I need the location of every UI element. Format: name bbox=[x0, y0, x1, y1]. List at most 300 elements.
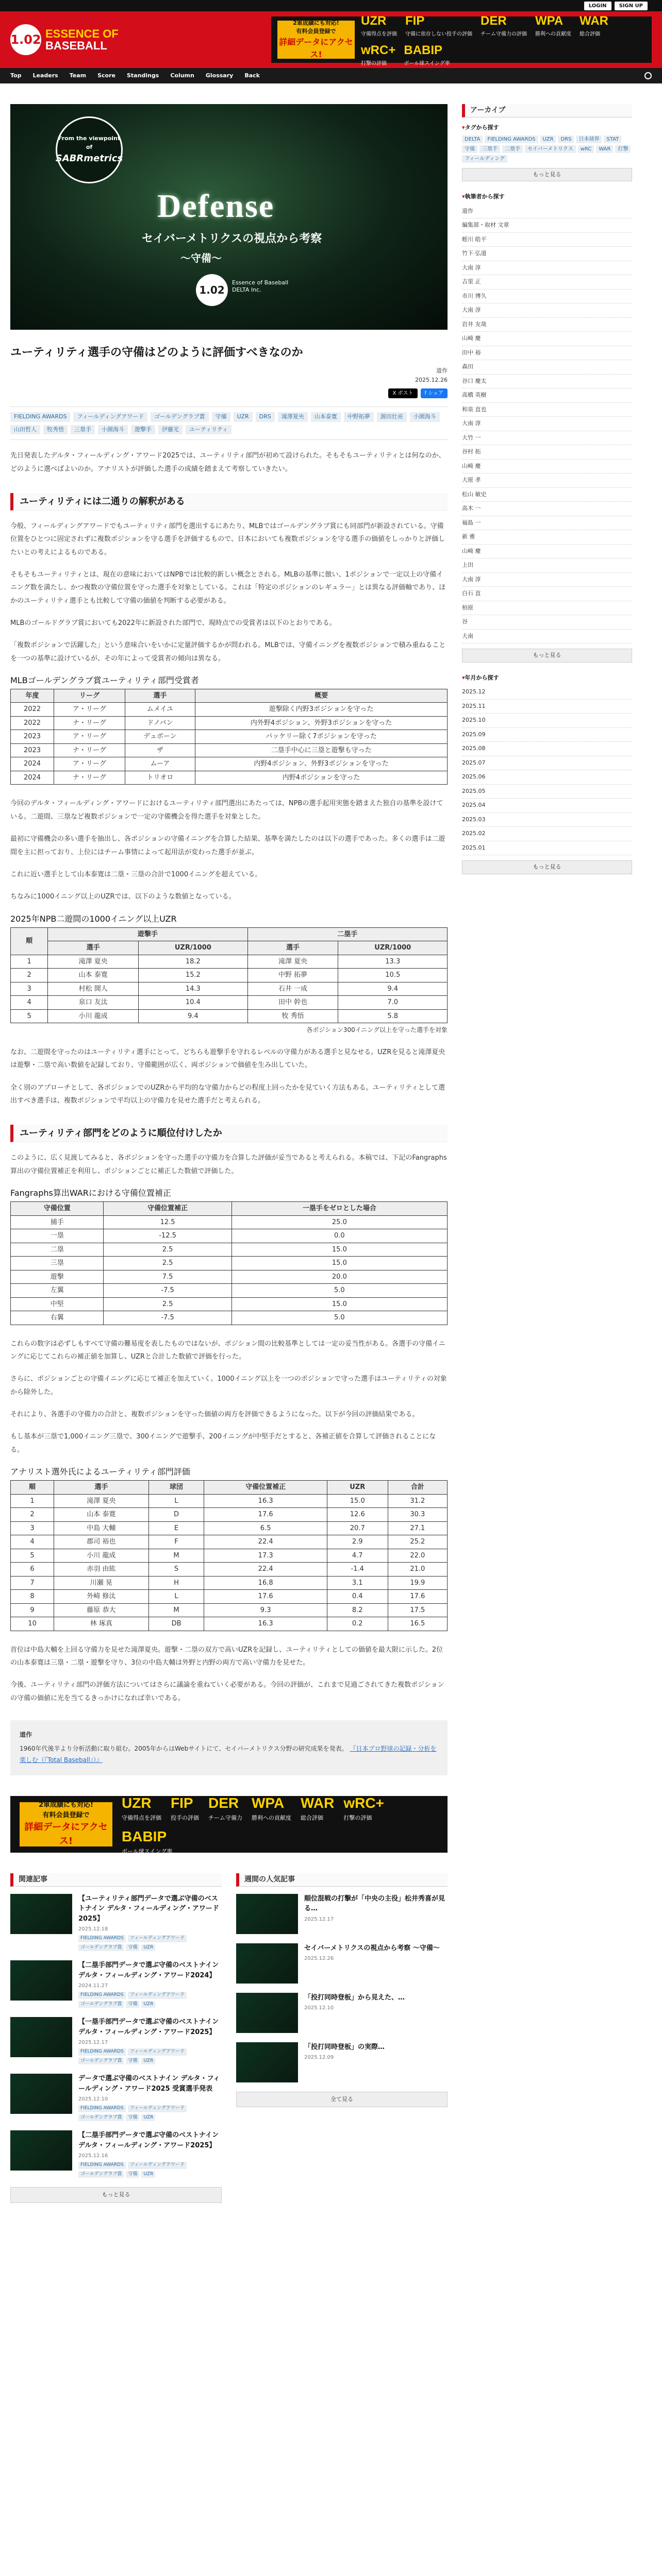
banner-cta: 詳細データにアクセス! bbox=[279, 37, 353, 59]
table-row bbox=[11, 1284, 448, 1298]
x-post-button[interactable]: X ポスト bbox=[388, 388, 417, 398]
table-cell: 林 琢真 bbox=[54, 1617, 148, 1631]
column-header: 守備位置補正 bbox=[104, 1202, 231, 1216]
table-cell: 22.4 bbox=[204, 1535, 327, 1549]
sidebar-tag[interactable]: WAR bbox=[596, 145, 613, 153]
nav-back[interactable]: Back bbox=[244, 72, 260, 79]
author-link[interactable]: 市川 博久 bbox=[462, 290, 632, 304]
nav-column[interactable]: Column bbox=[170, 72, 194, 79]
author-link[interactable]: 白石 直 bbox=[462, 587, 632, 601]
related-item[interactable] bbox=[236, 2042, 448, 2082]
author-link[interactable]: 道作 bbox=[462, 205, 632, 219]
table-cell: 9.4 bbox=[139, 1009, 247, 1023]
profile-link[interactable]: 『日本プロ野球の記録・分析を楽しむ（『Total Baseball』）』 bbox=[20, 1745, 437, 1764]
related-title[interactable]: 【一塁手部門データで選ぶ守備のベストナイン デルタ・フィールディング・アワード2025】 bbox=[78, 2018, 219, 2036]
publish-date: 2025.12.26 bbox=[415, 376, 448, 383]
table-title: アナリスト選外氏によるユーティリティ部門評価 bbox=[10, 1467, 190, 1477]
table-cell: 19.9 bbox=[388, 1576, 447, 1590]
nav-glossary[interactable]: Glossary bbox=[205, 72, 234, 79]
table-cell: 2.9 bbox=[327, 1535, 388, 1549]
table-cell: ア・リーグ bbox=[54, 703, 125, 717]
sidebar-tag[interactable]: 二塁手 bbox=[502, 145, 523, 153]
nav-leaders[interactable]: Leaders bbox=[32, 72, 58, 79]
column-header: 遊撃手 bbox=[48, 927, 247, 941]
author-link[interactable]: 松山 敏史 bbox=[462, 488, 632, 502]
sidebar-tag[interactable]: 打撃 bbox=[615, 145, 631, 153]
related-section bbox=[10, 1873, 448, 2216]
article-thumbnail bbox=[10, 2017, 72, 2057]
sidebar-tag[interactable]: UZR bbox=[540, 135, 556, 143]
tags-more-button[interactable]: もっと見る bbox=[462, 168, 632, 182]
table-cell: パッケリー除く7ポジションを守った bbox=[195, 730, 448, 744]
table-cell: 8 bbox=[11, 1590, 54, 1604]
table-cell: 9.4 bbox=[338, 982, 448, 996]
author-link[interactable]: 大南 淳 bbox=[462, 417, 632, 431]
sidebar-tag[interactable]: DELTA bbox=[462, 135, 483, 143]
tag-chip[interactable]: DRS bbox=[256, 412, 275, 422]
column-header: UZR bbox=[327, 1481, 388, 1495]
related-title[interactable]: 「投打同時登板」の実際… bbox=[304, 2043, 385, 2051]
year-search-heading: ▾ 年月から探す bbox=[462, 674, 632, 683]
related-item[interactable] bbox=[10, 1960, 222, 2008]
table-cell: 15.2 bbox=[139, 969, 247, 982]
author-link[interactable]: 大竹 一 bbox=[462, 431, 632, 446]
column-subheader: UZR/1000 bbox=[139, 941, 247, 955]
year-link[interactable]: 2025.12 bbox=[462, 685, 632, 700]
table-cell: 17.6 bbox=[204, 1508, 327, 1522]
table-title: Fangraphs算出WARにおける守備位置補正 bbox=[10, 1188, 171, 1198]
table-note: 各ポジション300イニング以上を守った選手を対象 bbox=[306, 1026, 448, 1034]
tag-chip[interactable]: 守備 bbox=[126, 1944, 139, 1952]
year-link[interactable]: 2025.05 bbox=[462, 785, 632, 799]
banner-stats bbox=[361, 12, 646, 67]
author-link[interactable]: 蛭川 皓平 bbox=[462, 233, 632, 247]
table-cell: デュボーン bbox=[125, 730, 195, 744]
table-header-row bbox=[11, 689, 448, 703]
author-link[interactable]: 吉里 正 bbox=[462, 275, 632, 290]
paragraph: なお、二遊間を守ったのはユーティリティ選手にとって、どちらも遊撃手を守れるレベルの守備力がある選手と見なせる。UZRを見ると滝澤夏央は遊撃・二塁で高い数値を記録しており、守備範囲が広く、両ポジションで価値を生み出していた。 bbox=[10, 1048, 445, 1070]
table-cell: 15.0 bbox=[231, 1243, 447, 1257]
paragraph: 今般、フィールディングアワードでもユーティリティ部門を選出するにあたり、MLBではゴールデングラブ賞にも同部門が新設されている。守備位置をひとつに固定されずに複数ポジションを守る選手を評価するもので、日本においても複数ポジションを守る選手の価値をしっかりと評価したいとの考えによるものである。 bbox=[10, 522, 445, 556]
tag-chip[interactable]: UZR bbox=[141, 2058, 155, 2065]
login-link[interactable]: LOGIN bbox=[584, 2, 611, 10]
table-row bbox=[11, 1603, 448, 1617]
table-cell: -12.5 bbox=[104, 1229, 231, 1243]
related-date: 2025.12.17 bbox=[304, 1916, 334, 1922]
banner-stat-title: DER bbox=[481, 14, 507, 28]
tag-chip[interactable]: フィールディングアワード bbox=[128, 1935, 187, 1942]
table-cell: 4 bbox=[11, 996, 48, 1010]
table-cell: 2024 bbox=[11, 757, 54, 771]
popular-more-button[interactable]: 全て見る bbox=[236, 2092, 448, 2108]
author-link[interactable]: 大南 淳 bbox=[462, 573, 632, 587]
table-row bbox=[11, 982, 448, 996]
table-cell: 2023 bbox=[11, 730, 54, 744]
tag-chip[interactable]: 遊撃手 bbox=[131, 425, 155, 435]
related-date: 2025.12.17 bbox=[78, 2040, 108, 2046]
table-cell: 15.0 bbox=[231, 1257, 447, 1270]
tag-chip[interactable]: ゴールデングラブ賞 bbox=[78, 2114, 124, 2122]
related-title[interactable]: 「投打同時登板」から見えた、… bbox=[304, 1993, 405, 2002]
paragraph: それにより、各選手の守備力の合計と、複数ポジションを守った価値の両方を評価できるようになった。以下が今回の評価結果である。 bbox=[10, 1410, 419, 1418]
table-title: MLBゴールデングラブ賞ユーティリティ部門受賞者 bbox=[10, 675, 199, 685]
tag-chip[interactable]: 中野拓夢 bbox=[344, 412, 374, 422]
tag-chip[interactable]: フィールディングアワード bbox=[73, 412, 147, 422]
table-cell: 2.5 bbox=[104, 1257, 231, 1270]
banner-stat-title: UZR bbox=[122, 1795, 152, 1811]
column-header: 二塁手 bbox=[247, 927, 447, 941]
tag-chip[interactable]: 小園海斗 bbox=[410, 412, 440, 422]
year-link[interactable]: 2025.08 bbox=[462, 742, 632, 756]
tag-chip[interactable]: 伊藤光 bbox=[158, 425, 183, 435]
tag-chip[interactable]: UZR bbox=[141, 1944, 155, 1952]
tag-chip[interactable]: ユーティリティ bbox=[186, 425, 231, 435]
nav-standings[interactable]: Standings bbox=[126, 72, 159, 79]
tag-chip[interactable]: 源田壮亮 bbox=[377, 412, 407, 422]
table-cell: 7.5 bbox=[104, 1270, 231, 1284]
sidebar-tag[interactable]: 三塁手 bbox=[479, 145, 500, 153]
tag-chip[interactable]: ゴールデングラブ賞 bbox=[151, 412, 208, 422]
table-cell: ナ・リーグ bbox=[54, 743, 125, 757]
tag-chip[interactable]: ゴールデングラブ賞 bbox=[78, 2001, 124, 2008]
author-link[interactable]: 大南 淳 bbox=[462, 261, 632, 276]
related-date: 2025.12.26 bbox=[304, 1956, 334, 1962]
related-articles bbox=[10, 1873, 222, 2216]
header-ad-banner[interactable] bbox=[271, 14, 652, 66]
banner-cta: 詳細データにアクセス! bbox=[24, 1822, 108, 1847]
table-header-row bbox=[11, 1481, 448, 1495]
tag-chip[interactable]: UZR bbox=[141, 2001, 155, 2008]
column-header: 順 bbox=[11, 927, 48, 955]
years-more-button[interactable]: もっと見る bbox=[462, 860, 632, 874]
tag-chip[interactable]: ゴールデングラブ賞 bbox=[78, 2058, 124, 2065]
author-link[interactable]: 谷口 慶太 bbox=[462, 375, 632, 389]
sidebar-tag[interactable]: 守備 bbox=[462, 145, 477, 153]
authors-more-button[interactable]: もっと見る bbox=[462, 649, 632, 663]
sidebar-tag[interactable]: FIELDING AWARDS bbox=[485, 135, 538, 143]
tag-chip[interactable]: 三塁手 bbox=[71, 425, 95, 435]
signup-link[interactable]: SIGN UP bbox=[615, 2, 648, 10]
column-subheader: UZR/1000 bbox=[338, 941, 448, 955]
author-name[interactable]: 道作 bbox=[436, 367, 448, 374]
author-link[interactable]: 竹下 弘道 bbox=[462, 247, 632, 261]
tag-chip[interactable]: 牧秀悟 bbox=[43, 425, 68, 435]
tag-chip[interactable]: FIELDING AWARDS bbox=[78, 2105, 126, 2112]
author-link[interactable]: 編集部・取材 文章 bbox=[462, 218, 632, 233]
tag-chip[interactable]: UZR bbox=[141, 2114, 155, 2122]
column-header: 合計 bbox=[388, 1481, 447, 1495]
table-cell: 20.7 bbox=[327, 1521, 388, 1535]
author-link[interactable]: 新 雅 bbox=[462, 530, 632, 545]
table-cell: 7.0 bbox=[338, 996, 448, 1010]
table-row bbox=[11, 730, 448, 744]
sidebar-tag[interactable]: 日本球界 bbox=[576, 135, 602, 143]
table-cell: 内野4ポジション、外野3ポジションを守った bbox=[195, 757, 448, 771]
column-header: リーグ bbox=[54, 689, 125, 703]
table-cell: 4 bbox=[11, 1535, 54, 1549]
related-more-button[interactable]: もっと見る bbox=[10, 2187, 222, 2203]
article-thumbnail bbox=[236, 1894, 298, 1934]
related-item[interactable] bbox=[236, 1993, 448, 2033]
author-link[interactable]: 高木 一 bbox=[462, 502, 632, 516]
table-row bbox=[11, 1590, 448, 1604]
table-cell: 1 bbox=[11, 955, 48, 969]
table-cell: 5.0 bbox=[231, 1311, 447, 1325]
author-link[interactable]: 高橋 英樹 bbox=[462, 388, 632, 403]
sidebar-tag[interactable]: DRS bbox=[558, 135, 574, 143]
article-thumbnail bbox=[10, 1960, 72, 2001]
table-row bbox=[11, 1270, 448, 1284]
table-cell: 16.5 bbox=[388, 1617, 447, 1631]
table-cell: 田中 幹也 bbox=[247, 996, 338, 1010]
table-cell: 31.2 bbox=[388, 1494, 447, 1508]
table-cell: ムーア bbox=[125, 757, 195, 771]
related-title[interactable]: 順位混戦の打撃が「中央の主役」松井秀喜が見る… bbox=[304, 1894, 445, 1913]
banner-stat-desc: 守備得点を評価 bbox=[361, 31, 397, 37]
table-cell: S bbox=[148, 1563, 204, 1577]
nav-score[interactable]: Score bbox=[97, 72, 115, 79]
table-cell: E bbox=[148, 1521, 204, 1535]
table-cell: 17.3 bbox=[204, 1549, 327, 1563]
table-row bbox=[11, 771, 448, 785]
table-cell: 中野 拓夢 bbox=[247, 969, 338, 982]
tag-chip[interactable]: 守備 bbox=[126, 2114, 139, 2122]
table-row bbox=[11, 1311, 448, 1325]
author-link[interactable]: 岩井 友哉 bbox=[462, 318, 632, 332]
related-date: 2025.12.16 bbox=[78, 2153, 108, 2159]
table-cell: ナ・リーグ bbox=[54, 716, 125, 730]
tag-chip[interactable]: 山田哲人 bbox=[10, 425, 40, 435]
tag-chip[interactable]: FIELDING AWARDS bbox=[78, 2048, 126, 2056]
year-link[interactable]: 2025.01 bbox=[462, 841, 632, 856]
related-item[interactable] bbox=[236, 1894, 448, 1934]
footer-ad-banner[interactable] bbox=[10, 1796, 448, 1853]
table-cell: -7.5 bbox=[104, 1284, 231, 1298]
tag-chip[interactable]: 守備 bbox=[126, 2171, 139, 2178]
author-link[interactable]: 谷 bbox=[462, 615, 632, 630]
sidebar-tag[interactable]: STAT bbox=[604, 135, 621, 143]
banner-stats bbox=[122, 1792, 438, 1856]
hero-title: Defense bbox=[157, 188, 275, 224]
table-cell: 16.8 bbox=[204, 1576, 327, 1590]
hero-subtitle: セイバーメトリクスの視点から考察 bbox=[142, 232, 322, 245]
banner-stat-title: WAR bbox=[580, 14, 608, 28]
logo-line1: ESSENCE OF bbox=[45, 27, 119, 40]
table-cell: 2.5 bbox=[104, 1243, 231, 1257]
table-row bbox=[11, 1617, 448, 1631]
table-cell: 藤原 恭大 bbox=[54, 1603, 148, 1617]
paragraph: これらの数字は必ずしもすべて守備の難易度を表したものではないが、ポジション間の比較基準としては一定の妥当性がある。各選手の守備イニングに応じてこれらの補正値を加算し、UZRと合計した数値で評価を行った。 bbox=[10, 1340, 445, 1361]
tag-chip[interactable]: フィールディングアワード bbox=[128, 2105, 187, 2112]
column-header: 選手 bbox=[125, 689, 195, 703]
tag-chip[interactable]: UZR bbox=[234, 412, 253, 422]
related-title[interactable]: 【二塁手部門データで選ぶ守備のベストナイン デルタ・フィールディング・アワード2024】 bbox=[78, 1961, 219, 1979]
year-link[interactable]: 2025.10 bbox=[462, 714, 632, 728]
popular-articles bbox=[236, 1873, 448, 2216]
table-cell: 5.8 bbox=[338, 1009, 448, 1023]
related-item[interactable] bbox=[10, 1894, 222, 1952]
tag-chip[interactable]: 山本泰寛 bbox=[311, 412, 341, 422]
table-cell: L bbox=[148, 1494, 204, 1508]
article-thumbnail bbox=[10, 2074, 72, 2114]
table-cell: 12.5 bbox=[104, 1215, 231, 1229]
table-cell: 16.3 bbox=[204, 1494, 327, 1508]
sidebar-tag[interactable]: フィールディング bbox=[462, 155, 507, 163]
table-cell: 30.3 bbox=[388, 1508, 447, 1522]
table-cell: M bbox=[148, 1603, 204, 1617]
table-cell: 遊撃 bbox=[11, 1270, 104, 1284]
main-nav bbox=[0, 68, 662, 83]
author-link[interactable]: 山崎 慶 bbox=[462, 332, 632, 346]
facebook-share-button[interactable]: f シェア bbox=[421, 388, 448, 398]
site-logo[interactable] bbox=[10, 24, 119, 55]
related-item[interactable] bbox=[10, 2130, 222, 2178]
tag-chip[interactable]: フィールディングアワード bbox=[128, 2048, 187, 2056]
year-link[interactable]: 2025.09 bbox=[462, 728, 632, 742]
table-cell: 0.2 bbox=[327, 1617, 388, 1631]
banner-line2: 有料会員登録で bbox=[296, 28, 336, 35]
table-row bbox=[11, 996, 448, 1010]
column-header: 守備位置補正 bbox=[204, 1481, 327, 1495]
author-link[interactable]: 森田 bbox=[462, 360, 632, 375]
sidebar-tag[interactable]: wRC bbox=[578, 145, 594, 153]
article-thumbnail bbox=[236, 1943, 298, 1984]
sidebar-tag[interactable]: セイバーメトリクス bbox=[525, 145, 576, 153]
year-link[interactable]: 2025.02 bbox=[462, 827, 632, 841]
table-row bbox=[11, 716, 448, 730]
tag-chip[interactable]: UZR bbox=[141, 2171, 155, 2178]
table-cell: 17.6 bbox=[204, 1590, 327, 1604]
author-link[interactable]: 大南 bbox=[462, 630, 632, 644]
paragraph: 最初に守備機会の多い選手を抽出し、各ポジションの守備イニングを合算した結果、基準を満たしたのは以下の選手であった。多くの選手は二遊間を主に担っており、上位にはチーム事情によって起用法が変わった選手が並ぶ。 bbox=[10, 835, 445, 856]
tag-chip[interactable]: FIELDING AWARDS bbox=[10, 412, 70, 422]
nav-team[interactable]: Team bbox=[69, 72, 87, 79]
table-cell: 25.0 bbox=[231, 1215, 447, 1229]
banner-stat-title: WPA bbox=[252, 1795, 285, 1811]
archive-heading: アーカイブ bbox=[462, 104, 632, 117]
table-row bbox=[11, 1508, 448, 1522]
banner-stat-title: WAR bbox=[301, 1795, 335, 1811]
table-cell: 14.3 bbox=[139, 982, 247, 996]
table-cell: 8.2 bbox=[327, 1603, 388, 1617]
tag-chip[interactable]: 守備 bbox=[126, 2058, 139, 2065]
author-link[interactable]: 田中 裕 bbox=[462, 346, 632, 361]
banner-stat-title: wRC+ bbox=[343, 1795, 384, 1811]
column-header: 年度 bbox=[11, 689, 54, 703]
table-cell: 27.1 bbox=[388, 1521, 447, 1535]
tag-chip[interactable]: ゴールデングラブ賞 bbox=[78, 1944, 124, 1952]
author-link[interactable]: 福島 一 bbox=[462, 516, 632, 531]
nav-top[interactable]: Top bbox=[10, 72, 22, 79]
table-cell: 中島 大輔 bbox=[54, 1521, 148, 1535]
related-heading: 関連記事 bbox=[10, 1873, 222, 1887]
tag-chip[interactable]: フィールディングアワード bbox=[128, 1992, 187, 1999]
banner-stat-title: wRC+ bbox=[361, 43, 396, 57]
table-cell: 17.6 bbox=[388, 1590, 447, 1604]
banner-stat-title: WPA bbox=[535, 14, 564, 28]
author-link[interactable]: 上田 bbox=[462, 558, 632, 573]
table-cell: 22.0 bbox=[388, 1549, 447, 1563]
year-link[interactable]: 2025.03 bbox=[462, 813, 632, 827]
table-cell: 6.5 bbox=[204, 1521, 327, 1535]
table-cell: 16.3 bbox=[204, 1617, 327, 1631]
author-link[interactable]: 谷村 拓 bbox=[462, 445, 632, 460]
column-subheader: 選手 bbox=[48, 941, 139, 955]
search-icon[interactable] bbox=[644, 72, 652, 79]
author-link[interactable]: 柏原 bbox=[462, 601, 632, 616]
banner-stat-desc: 打撃の評価 bbox=[343, 1815, 372, 1822]
banner-stat-desc: 勝利への貢献度 bbox=[535, 31, 571, 37]
profile-text: 1960年代後半より分析活動に取り組む。2005年からはWebサイトにて、セイバーメトリクス分野の研究成果を発表。 bbox=[20, 1745, 348, 1753]
table-cell: 小川 龍成 bbox=[48, 1009, 139, 1023]
paragraph: 首位は中島大輔を上回る守備力を見せた滝澤夏央。遊撃・二塁の双方で高いUZRを記録し、ユーティリティとしての価値を最大限に示した。2位の山本泰寛は三塁・二塁・遊撃を守り、3位の中島大輔は外野と内野の両方で高い守備力を見せた。 bbox=[10, 1646, 443, 1667]
author-link[interactable]: 大南 淳 bbox=[462, 303, 632, 318]
banner-stat-desc: 打撃の評価 bbox=[361, 61, 387, 66]
top-utility-bar bbox=[0, 0, 662, 11]
related-item[interactable] bbox=[236, 1943, 448, 1984]
related-item[interactable] bbox=[10, 2017, 222, 2064]
author-link[interactable]: 山崎 慶 bbox=[462, 545, 632, 559]
column-header: 球団 bbox=[148, 1481, 204, 1495]
table-cell: ムメイユ bbox=[125, 703, 195, 717]
table-title: 2025年NPB二遊間の1000イニング以上UZR bbox=[10, 913, 177, 924]
gold-glove-table bbox=[10, 689, 448, 785]
column-header: 順 bbox=[11, 1481, 54, 1495]
tag-chip[interactable]: フィールディングアワード bbox=[128, 2162, 187, 2169]
column-header: 守備位置 bbox=[11, 1202, 104, 1216]
banner-stat-desc: ボール球スイング率 bbox=[404, 61, 450, 66]
related-title[interactable]: セイバーメトリクスの視点から考察 ～守備～ bbox=[304, 1944, 440, 1952]
tag-chip[interactable]: 滝澤夏央 bbox=[278, 412, 308, 422]
tag-chip[interactable]: 守備 bbox=[126, 2001, 139, 2008]
sidebar-tag-cloud bbox=[462, 135, 632, 163]
banner-stat-desc: 総合評価 bbox=[301, 1815, 323, 1822]
related-title[interactable]: 【ユーティリティ部門データで選ぶ守備のベストナイン デルタ・フィールディング・アワード2025】 bbox=[78, 1894, 219, 1923]
year-link[interactable]: 2025.07 bbox=[462, 756, 632, 771]
table-cell: 5.0 bbox=[231, 1284, 447, 1298]
year-link[interactable]: 2025.11 bbox=[462, 700, 632, 714]
table-row bbox=[11, 703, 448, 717]
tag-chip[interactable]: FIELDING AWARDS bbox=[78, 1992, 126, 1999]
paragraph: さらに、ポジションごとの守備イニングに応じて補正を加えていく。1000イニング以上を一つのポジションで守った選手はユーティリティの対象から除外した。 bbox=[10, 1375, 447, 1396]
table-cell: 滝澤 夏央 bbox=[247, 955, 338, 969]
tag-chip[interactable]: FIELDING AWARDS bbox=[78, 2162, 126, 2169]
tag-chip[interactable]: 守備 bbox=[212, 412, 230, 422]
sidebar bbox=[462, 104, 632, 2216]
related-item[interactable] bbox=[10, 2074, 222, 2121]
tag-chip[interactable]: ゴールデングラブ賞 bbox=[78, 2171, 124, 2178]
author-link[interactable]: 山崎 慶 bbox=[462, 460, 632, 474]
author-link[interactable]: 和泉 直也 bbox=[462, 403, 632, 417]
author-link[interactable]: 大原 孝 bbox=[462, 473, 632, 488]
banner-stat-desc: 守備に依存しない投手の評価 bbox=[405, 31, 472, 37]
table-cell: 左翼 bbox=[11, 1284, 104, 1298]
table-cell: 滝澤 夏央 bbox=[48, 955, 139, 969]
paragraph: ちなみに1000イニング以上のUZRでは、以下のような数値となっている。 bbox=[10, 893, 236, 901]
related-title[interactable]: 【二塁手部門データで選ぶ守備のベストナイン デルタ・フィールディング・アワード2025】 bbox=[78, 2131, 219, 2149]
paragraph: 「複数ポジションで活躍した」という意味合いをいかに定量評価するかが問われる。MLBでは、守備イニングを複数ポジションで積み重ねることを一つの基準に設けているが、その年によって受賞者の傾向は異なる。 bbox=[10, 641, 446, 663]
year-link[interactable]: 2025.04 bbox=[462, 799, 632, 813]
table-cell: ア・リーグ bbox=[54, 730, 125, 744]
related-title[interactable]: データで選ぶ守備のベストナイン デルタ・フィールディング・アワード2025 受賞選手発表 bbox=[78, 2075, 220, 2093]
year-link[interactable]: 2025.06 bbox=[462, 770, 632, 785]
table-cell: ナ・リーグ bbox=[54, 771, 125, 785]
table-cell: ドノバン bbox=[125, 716, 195, 730]
table-cell: 9.3 bbox=[204, 1603, 327, 1617]
table-cell: 12.6 bbox=[327, 1508, 388, 1522]
tag-chip[interactable]: FIELDING AWARDS bbox=[78, 1935, 126, 1942]
tag-chip[interactable]: 小園海斗 bbox=[98, 425, 128, 435]
